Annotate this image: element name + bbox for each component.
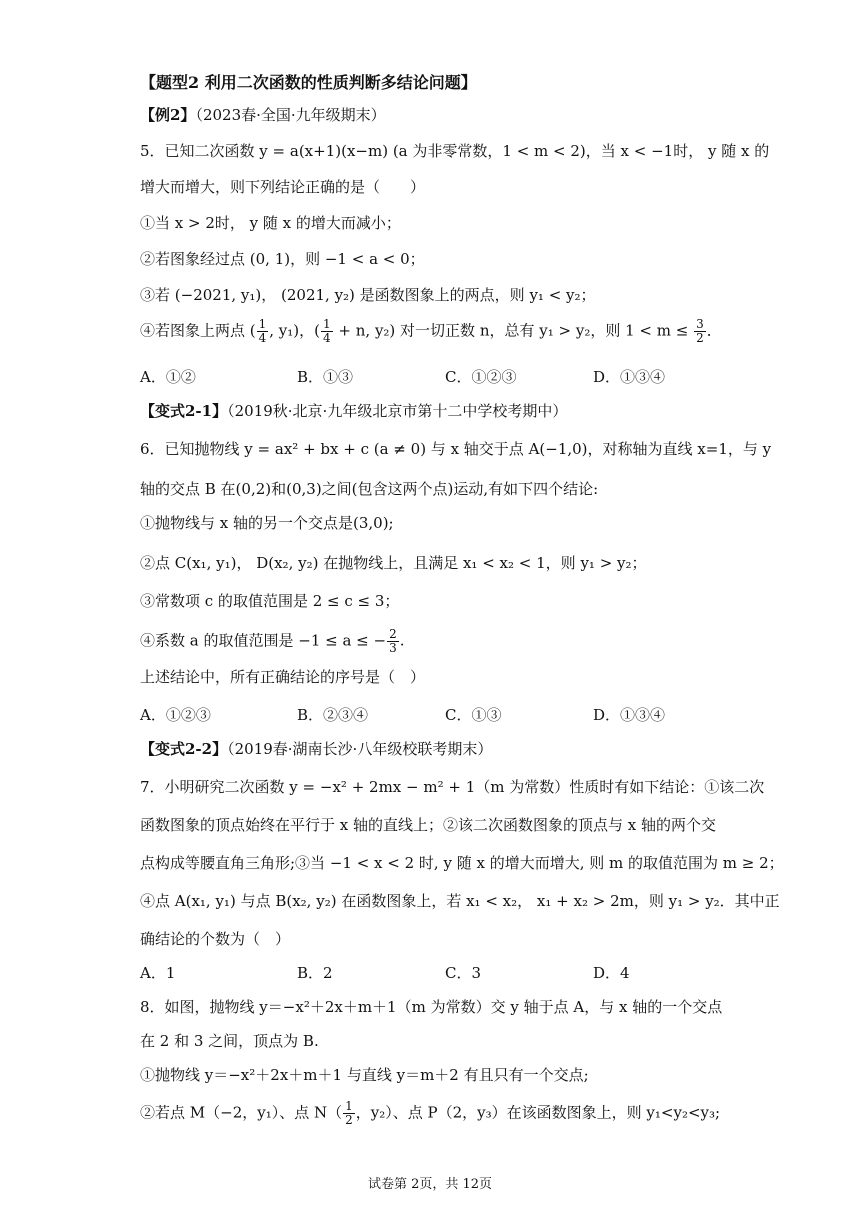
q8-s2-part-a: ②若点 M（−2，y₁）、点 N（ [140, 1103, 343, 1122]
example-tag: 【例2】 [140, 106, 196, 124]
fraction-denominator: 2 [696, 331, 704, 345]
fraction-numerator: 1 [258, 317, 267, 331]
variant-2-2-header [140, 738, 492, 760]
q7-line-3: 点构成等腰直角三角形;③当 −1 < x < 2 时, y 随 x 的增大而增大, 则 m 的取值范围为 m ≥ 2； [140, 854, 784, 872]
q6-option-d[interactable]: D．①③④ [593, 706, 666, 724]
q6-question: 上述结论中，所有正确结论的序号是（ ） [140, 668, 426, 686]
fraction-numerator: 1 [345, 1099, 353, 1113]
q7-option-b[interactable]: B．2 [297, 964, 333, 982]
q7-line-4: ④点 A(x₁, y₁) 与点 B(x₂, y₂) 在函数图象上，若 x₁ < x₂， x₁ + x₂ > 2m，则 y₁ > y₂．其中正 [140, 892, 780, 910]
fraction [343, 1100, 355, 1127]
q6-option-b[interactable]: B．②③④ [297, 706, 369, 724]
q5-statement-4 [140, 318, 722, 345]
variant-source: （2019秋·北京·九年级北京市第十二中学校考期中） [227, 402, 568, 420]
q8-line-2: 在 2 和 3 之间，顶点为 B. [140, 1032, 319, 1050]
q7-option-c[interactable]: C．3 [445, 964, 482, 982]
q6-statement-2: ②点 C(x₁, y₁)， D(x₂, y₂) 在抛物线上，且满足 x₁ < x₂ < 1，则 y₁ > y₂； [140, 554, 647, 572]
q5-s4-part-c: + n, y₂) 对一切正数 n，总有 y₁ > y₂，则 1 < m ≤ [333, 321, 694, 340]
variant-tag: 【变式2-2】 [140, 740, 228, 758]
q5-option-a[interactable]: A．①② [140, 368, 196, 386]
variant-2-1-header [140, 400, 567, 422]
q8-statement-2 [140, 1100, 720, 1127]
fraction [694, 318, 706, 345]
fraction [321, 318, 333, 345]
variant-source: （2019春·湖南长沙·八年级校联考期末） [227, 740, 493, 758]
fraction-denominator: 2 [345, 1113, 353, 1127]
fraction-numerator: 3 [696, 317, 704, 331]
q8-s2-part-b: ，y₂）、点 P（2，y₃）在该函数图象上，则 y₁<y₂<y₃; [355, 1103, 721, 1122]
q5-s4-part-b: , y₁)，( [269, 321, 320, 340]
q6-statement-3: ③常数项 c 的取值范围是 2 ≤ c ≤ 3； [140, 592, 400, 610]
variant-tag: 【变式2-1】 [140, 402, 228, 420]
q5-statement-2: ②若图象经过点 (0, 1)，则 −1 < a < 0； [140, 250, 425, 268]
example-source: （2023春·全国·九年级期末） [195, 106, 386, 124]
q7-line-1: 7．小明研究二次函数 y = −x² + 2mx − m² + 1（m 为常数）性质时有如下结论：①该二次 [140, 778, 765, 796]
fraction-numerator: 1 [323, 317, 331, 331]
q7-line-5: 确结论的个数为（ ） [140, 930, 291, 948]
q7-option-a[interactable]: A．1 [140, 964, 176, 982]
q5-option-d[interactable]: D．①③④ [593, 368, 666, 386]
q7-line-2: 函数图象的顶点始终在平行于 x 轴的直线上；②该二次函数图象的顶点与 x 轴的两个交 [140, 816, 716, 834]
q5-option-c[interactable]: C．①②③ [445, 368, 517, 386]
q5-line-2: 增大而增大，则下列结论正确的是（ ） [140, 178, 426, 196]
q6-option-c[interactable]: C．①③ [445, 706, 502, 724]
q7-option-d[interactable]: D．4 [593, 964, 630, 982]
q6-s4-part-a: ④系数 a 的取值范围是 −1 ≤ a ≤ − [140, 631, 387, 650]
q5-line-1: 5．已知二次函数 y = a(x+1)(x−m) (a 为非零常数，1 < m < 2)，当 x < −1时， y 随 x 的 [140, 142, 770, 160]
q6-line-2: 轴的交点 B 在(0,2)和(0,3)之间(包含这两个点)运动,有如下四个结论: [140, 480, 599, 498]
q5-statement-3: ③若 (−2021, y₁)， (2021, y₂) 是函数图象上的两点，则 y₁ < y₂； [140, 286, 596, 304]
q6-statement-4 [140, 628, 405, 655]
example-2-header [140, 104, 386, 126]
q6-statement-1: ①抛物线与 x 轴的另一个交点是(3,0); [140, 514, 394, 532]
section-title: 【题型2 利用二次函数的性质判断多结论问题】 [140, 73, 477, 92]
q6-s4-part-b: . [399, 631, 405, 650]
q5-s4-part-a: ④若图象上两点 ( [140, 321, 256, 340]
fraction [257, 318, 269, 345]
q5-s4-part-d: ． [706, 321, 722, 340]
fraction-denominator: 3 [389, 641, 397, 655]
fraction [387, 628, 399, 655]
q6-line-1: 6．已知抛物线 y = ax² + bx + c (a ≠ 0) 与 x 轴交于点 A(−1,0)，对称轴为直线 x=1，与 y [140, 440, 772, 458]
q5-option-b[interactable]: B．①③ [297, 368, 354, 386]
q8-statement-1: ①抛物线 y＝−x²＋2x＋m＋1 与直线 y＝m＋2 有且只有一个交点; [140, 1066, 589, 1084]
q6-option-a[interactable]: A．①②③ [140, 706, 211, 724]
q8-line-1: 8．如图，抛物线 y＝−x²＋2x＋m＋1（m 为常数）交 y 轴于点 A，与 x 轴的一个交点 [140, 998, 723, 1016]
page-footer: 试卷第 2页，共 12页 [367, 1177, 493, 1192]
q5-statement-1: ①当 x > 2时， y 随 x 的增大而减小； [140, 214, 401, 232]
fraction-denominator: 4 [323, 331, 331, 345]
fraction-denominator: 4 [258, 331, 267, 345]
fraction-numerator: 2 [389, 627, 397, 641]
